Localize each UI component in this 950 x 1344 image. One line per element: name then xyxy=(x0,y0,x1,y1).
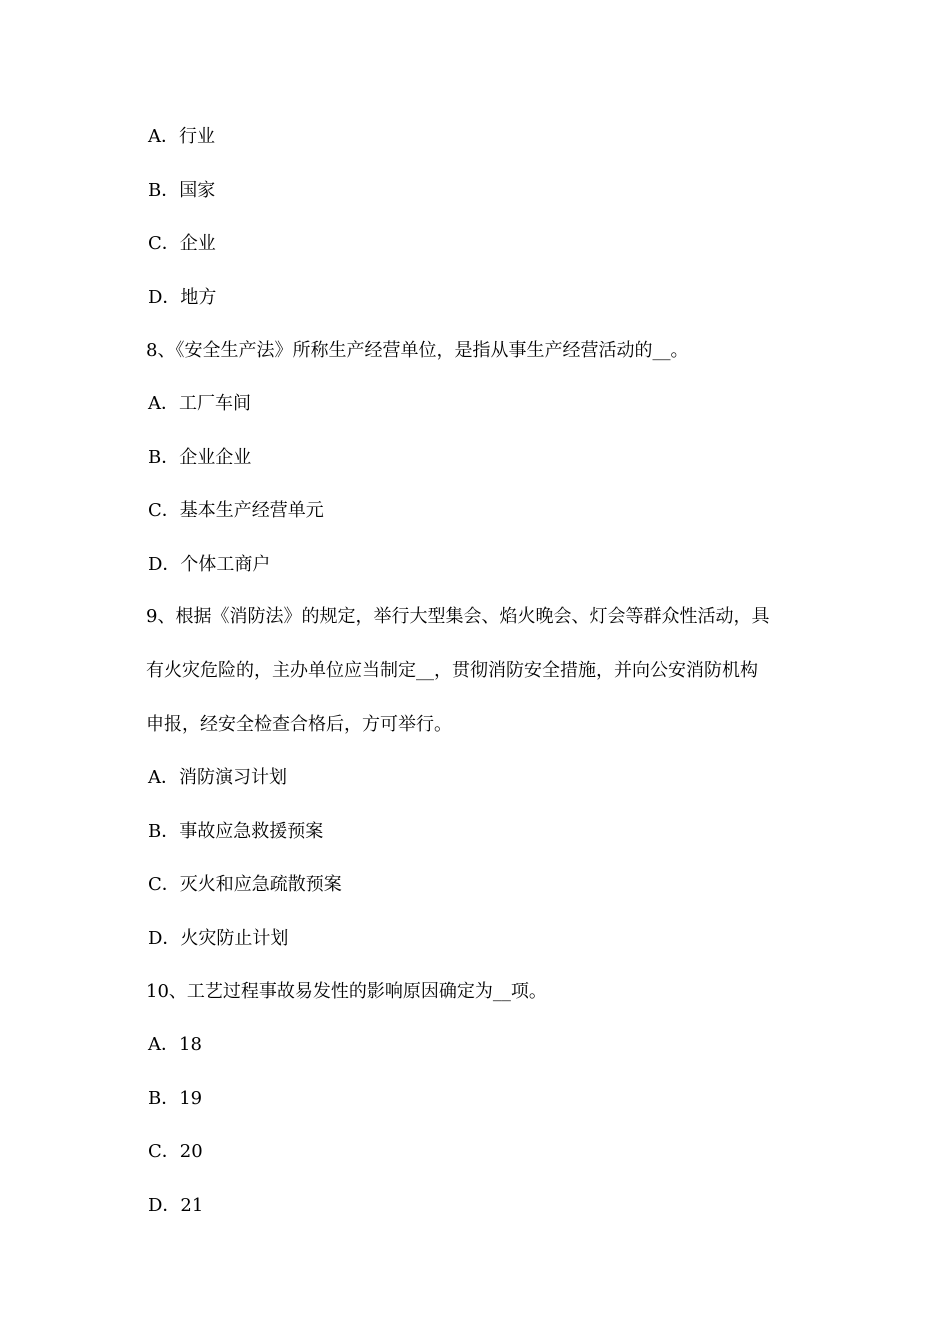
q7-option-d: D．地方 xyxy=(148,287,217,308)
q8-option-b: B．企业企业 xyxy=(148,447,252,468)
q9-option-d: D．火灾防止计划 xyxy=(148,928,289,949)
q8-option-c: C．基本生产经营单元 xyxy=(148,500,324,521)
q10-option-b: B．19 xyxy=(148,1088,203,1109)
q7-option-a: A．行业 xyxy=(148,126,215,147)
q10-stem: 10、工艺过程事故易发性的影响原因确定为__项。 xyxy=(146,981,547,1002)
q10-option-d: D．21 xyxy=(148,1195,204,1216)
q10-option-a: A．18 xyxy=(148,1034,202,1055)
q9-option-a: A．消防演习计划 xyxy=(148,767,287,788)
q7-option-c: C．企业 xyxy=(148,233,216,254)
q9-stem-line-2: 有火灾危险的，主办单位应当制定__，贯彻消防安全措施，并向公安消防机构 xyxy=(146,660,758,681)
q7-option-b: B．国家 xyxy=(148,180,216,201)
q9-stem-line-1: 9、根据《消防法》的规定，举行大型集会、焰火晚会、灯会等群众性活动，具 xyxy=(146,606,770,627)
q8-option-d: D．个体工商户 xyxy=(148,554,271,575)
q9-option-b: B．事故应急救援预案 xyxy=(148,821,324,842)
q10-option-c: C．20 xyxy=(148,1141,203,1162)
q8-option-a: A．工厂车间 xyxy=(148,393,251,414)
q9-stem-line-3: 申报，经安全检查合格后，方可举行。 xyxy=(146,714,452,735)
q8-stem: 8、《安全生产法》所称生产经营单位，是指从事生产经营活动的__。 xyxy=(146,340,689,361)
q9-option-c: C．灭火和应急疏散预案 xyxy=(148,874,342,895)
